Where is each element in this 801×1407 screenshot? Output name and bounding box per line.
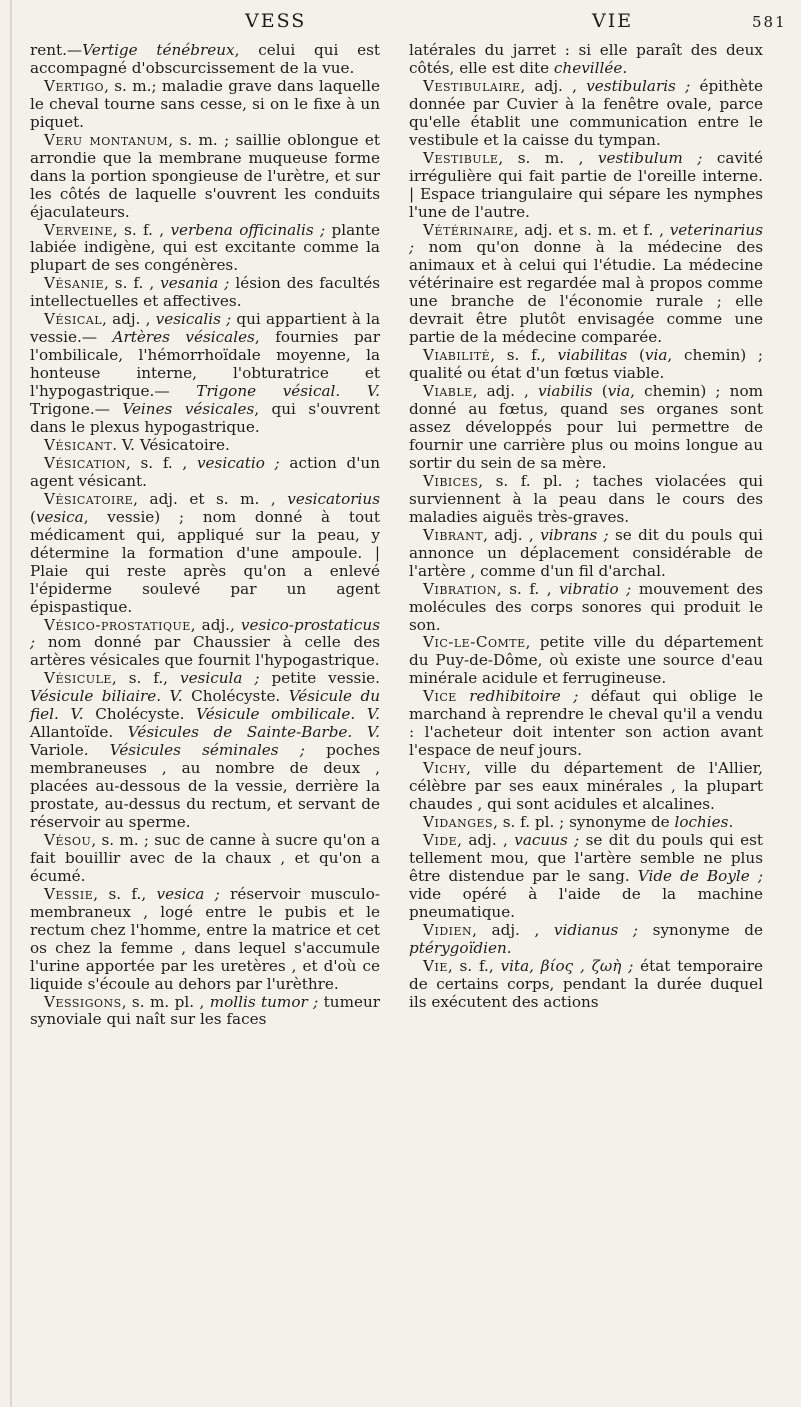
entry-definition: poches membraneuses , au nombre de deux , placées au-dessous de la vessie, derrière la prostate, au-dessus du rectum, et servant de réservoir au sperme.: [30, 741, 381, 831]
entry-headword: Vestibule: [423, 148, 499, 167]
entry-italic-term: verbena officinalis ;: [170, 220, 326, 239]
dictionary-entry: [30, 617, 380, 671]
entry-grammar: , s. f.,: [93, 884, 157, 903]
entry-definition: , s. m. ; saillie oblongue et arrondie que la membrane muqueuse forme dans la portion spongieuse de l'urètre, et sur les côtés de laquelle s'ouvrent les conduits éjaculateurs.: [30, 130, 380, 221]
entry-headword: Vétérinaire: [423, 220, 514, 239]
entry-definition: .: [506, 938, 512, 957]
entry-grammar: , adj. ,: [483, 525, 541, 544]
entry-italic-term: via: [607, 382, 631, 401]
entry-definition: cavité irrégulière qui fait partie de l'oreille interne. | Espace triangulaire qui sépare les nymphes l'une de l'autre.: [409, 148, 763, 221]
entry-headword: Vestibulaire: [423, 76, 521, 95]
entry-italic-term: vestibularis ;: [586, 76, 691, 95]
entry-headword: Vichy: [423, 759, 467, 778]
entry-definition: lésion des facultés intellectuelles et affectives.: [30, 274, 381, 311]
entry-italic-term: vita, βίος , ζωὴ ;: [500, 956, 634, 975]
entry-definition: Cholécyste.: [182, 687, 289, 706]
entry-italic-term: vacuus ;: [514, 830, 580, 849]
entry-headword: Viable: [423, 382, 473, 401]
entry-italic-term: Vésicule ombilicale. V.: [196, 705, 380, 724]
entry-text: latérales du jarret : si elle paraît des deux côtés, elle est dite: [409, 41, 763, 77]
entry-headword: Vessie: [44, 884, 94, 903]
dictionary-entry: [30, 132, 380, 222]
entry-definition: , petite ville du département du Puy-de-Dôme, où existe une source d'eau minérale acidule et ferrugineuse.: [409, 633, 763, 688]
dictionary-entry: [409, 832, 763, 922]
entry-italic-term: Trigone vésical. V.: [196, 382, 380, 401]
entry-italic-term: vibratio ;: [559, 579, 632, 598]
dictionary-entry: [409, 222, 763, 348]
dictionary-entry: [30, 42, 380, 78]
dictionary-entry: [409, 527, 763, 581]
entry-italic-term: vesica: [35, 507, 84, 526]
entry-italic-term: Vésicules de Sainte-Barbe. V.: [127, 723, 380, 742]
entry-definition: , s. m. ; suc de canne à sucre qu'on a fait bouillir avec de la chaux , et qu'on a écumé.: [30, 830, 380, 885]
entry-definition: se dit du pouls qui annonce un déplacement considérable de l'artère , comme d'un fil d'archal.: [409, 525, 763, 580]
entry-definition: se dit du pouls qui est tellement mou, que l'artère semble ne plus être distendue par le sang.: [409, 830, 764, 885]
entry-grammar: [457, 687, 469, 705]
entry-grammar: , s. f.,: [447, 956, 501, 975]
entry-italic-term: vesania ;: [160, 274, 230, 293]
entry-grammar: , s. m. ,: [498, 148, 598, 167]
entry-headword: Vésication: [44, 453, 126, 472]
entry-headword: Vidien: [423, 920, 473, 939]
dictionary-entry: [30, 994, 380, 1030]
entry-grammar: , adj. ,: [472, 920, 554, 939]
entry-definition: , fournies par l'ombilicale, l'hémorrhoïdale moyenne, la honteuse interne, l'obturatrice et l'hypogastrique.—: [30, 328, 380, 401]
entry-italic-term: vesica ;: [156, 884, 220, 903]
dictionary-entry: [409, 814, 763, 832]
entry-definition: tumeur synoviale qui naît sur les faces: [30, 992, 380, 1029]
entry-grammar: , adj. ,: [520, 76, 587, 95]
entry-definition: réservoir musculo-membraneux , logé entre le pubis et le rectum chez l'homme, entre la matrice et cet os chez la femme , dans lequel s'accumule l'urine apportée par les uretères , et d'où ce liquide s'écoule au dehors par l'urèthre.: [30, 884, 380, 993]
running-head: [0, 10, 801, 36]
entry-definition: , vessie) ; nom donné à tout médicament qui, appliqué sur la peau, y détermine la formation d'une ampoule. | Plaie qui reste après qu'on a enlevé l'épiderme soulevé par un agent épispastique.: [30, 507, 380, 616]
entry-grammar: , s. f. ,: [496, 579, 560, 598]
entry-definition: (: [30, 507, 36, 526]
entry-italic-term: vestibulum ;: [597, 148, 703, 167]
entry-headword: Vibices: [423, 471, 479, 490]
entry-italic-term: chevillée: [553, 58, 623, 77]
entry-italic-term: Vertige ténébreux: [82, 41, 235, 59]
entry-italic-term: vesico-prostaticus ;: [30, 615, 380, 652]
entry-definition: Trigone.—: [30, 400, 123, 419]
entry-definition: défaut qui oblige le marchand à reprendre le cheval qu'il a vendu : l'acheteur doit intenter son action avant l'espace de neuf jours.: [409, 687, 763, 760]
entry-italic-term: redhibitoire ;: [469, 687, 579, 706]
entry-italic-term: lochies: [674, 812, 729, 831]
entry-headword: Vésanie: [44, 274, 104, 293]
entry-definition: nom qu'on donne à la médecine des animaux et à celui qui l'étudie. La médecine vétérinaire est regardée mal à propos comme une branche de l'économie rurale ; elle devrait être plutôt envisagée comme une partie de la médecine comparée.: [409, 238, 763, 347]
entry-headword: Vésicule: [44, 669, 112, 688]
entry-headword: Vésico-prostatique: [44, 615, 191, 634]
entry-definition: , s. m.; maladie grave dans laquelle le cheval tourne sans cesse, si on le fixe à un piquet.: [30, 76, 380, 131]
dictionary-entry: [30, 437, 380, 455]
entry-headword: Vésical: [44, 310, 103, 329]
entry-italic-term: viabilitas: [557, 346, 628, 365]
entry-headword: Vice: [423, 687, 457, 706]
dictionary-entry: [30, 455, 380, 491]
dictionary-entry: [30, 222, 380, 276]
entry-headword: Vésicant: [44, 435, 113, 454]
entry-definition: vide opéré à l'aide de la machine pneumatique.: [409, 884, 763, 921]
dictionary-entry: [30, 78, 380, 132]
entry-grammar: , adj. ,: [457, 830, 515, 849]
entry-definition: action d'un agent vésicant.: [30, 453, 380, 490]
entry-definition: petite vessie.: [259, 669, 380, 688]
dictionary-entry: [409, 347, 763, 383]
entry-grammar: , s. f.,: [111, 669, 180, 688]
dictionary-entry: [409, 688, 763, 760]
entry-italic-term: vidianus ;: [553, 920, 639, 939]
entry-definition: , chemin) ; qualité ou état d'un fœtus viable.: [409, 346, 764, 383]
entry-italic-term: vesicalis ;: [155, 310, 232, 329]
entry-grammar: , s. m. pl. ,: [121, 992, 210, 1011]
dictionary-entry: [409, 581, 763, 635]
dictionary-entry: [409, 760, 763, 814]
entry-grammar: , s. f.,: [490, 346, 558, 365]
entry-italic-term: Vésicules séminales ;: [109, 741, 305, 760]
entry-definition: , ville du département de l'Allier, célèbre par ses eaux minérales , la plupart chaudes , qui sont acidules et alcalines.: [409, 759, 763, 814]
entry-definition: état temporaire de certains corps, pendant la durée duquel ils exécutent des actions: [409, 956, 764, 1011]
entry-definition: (: [627, 346, 645, 365]
dictionary-entry: [409, 42, 763, 78]
entry-grammar: , s. f. pl. ; synonyme de: [493, 812, 675, 831]
dictionary-entry: [409, 383, 763, 473]
dictionary-entry: [409, 150, 763, 222]
entry-italic-term: vibrans ;: [540, 525, 609, 544]
dictionary-entry: [409, 634, 763, 688]
entry-definition: épithète donnée par Cuvier à la fenêtre ovale, parce qu'elle établit une communication entre le vestibule et la caisse du tympan.: [409, 76, 763, 149]
entry-definition: nom donné par Chaussier à celle des artères vésicales que fournit l'hypogastrique.: [30, 633, 380, 670]
entry-definition: , s. f. pl. ; taches violacées qui surviennent à la peau dans le cours des maladies aiguës très-graves.: [409, 471, 763, 526]
entry-headword: Vessigons: [44, 992, 122, 1011]
entry-grammar: , s. f. ,: [112, 220, 171, 239]
entry-headword: Vibrant: [423, 525, 484, 544]
dictionary-entry: [409, 958, 763, 1012]
entry-grammar: , adj. ,: [472, 382, 538, 401]
dictionary-entry: [30, 275, 380, 311]
entry-headword: Verveine: [44, 220, 113, 239]
entry-italic-term: Vide de Boyle ;: [637, 866, 763, 885]
dictionary-entry: [30, 491, 380, 617]
entry-definition: qui appartient à la vessie.—: [30, 310, 381, 347]
entry-headword: Vie: [423, 956, 448, 975]
entry-definition: Allantoïde.: [30, 723, 128, 742]
entry-headword: Vidanges: [423, 812, 494, 831]
entry-headword: Vertigo: [44, 76, 105, 95]
running-head-left: VESS: [245, 10, 307, 32]
entry-definition: mouvement des molécules des corps sonores qui produit le son.: [409, 579, 764, 634]
dictionary-entry: [409, 922, 763, 958]
dictionary-entry: [30, 886, 380, 994]
entry-headword: Vésou: [44, 830, 92, 849]
entry-italic-term: vesicatorius: [287, 489, 380, 508]
entry-definition: , qui s'ouvrent dans le plexus hypogastrique.: [30, 400, 380, 437]
page-gutter-edge: [10, 0, 12, 1407]
dictionary-entry: [30, 670, 380, 832]
entry-text: rent.—: [30, 41, 83, 59]
entry-italic-term: viabilis: [538, 382, 593, 401]
entry-definition: , chemin) ; nom donné au fœtus, quand ses organes sont assez développés pour lui permettre de fournir une carrière plus ou moins longue au sortir du sein de sa mère.: [409, 382, 763, 472]
entry-definition: .: [622, 58, 628, 77]
entry-grammar: , s. f. ,: [125, 453, 197, 472]
entry-definition: , celui qui est accompagné d'obscurcissement de la vue.: [30, 41, 381, 77]
entry-definition: .: [728, 812, 734, 831]
entry-definition: . V. Vésicatoire.: [112, 435, 230, 454]
entry-grammar: , adj.,: [190, 615, 241, 634]
left-column: [30, 42, 380, 1029]
entry-headword: Vibration: [423, 579, 497, 598]
entry-grammar: , adj. et s. m. et f. ,: [513, 220, 670, 239]
dictionary-entry: [30, 311, 380, 437]
dictionary-entry: [30, 832, 380, 886]
entry-headword: Viabilité: [423, 346, 491, 365]
entry-headword: Veru montanum: [44, 130, 169, 149]
entry-italic-term: Veines vésicales: [122, 400, 255, 419]
entry-italic-term: mollis tumor ;: [209, 992, 319, 1011]
entry-headword: Vic-le-Comte: [423, 633, 526, 652]
entry-italic-term: Vésicule biliaire. V.: [30, 687, 183, 706]
entry-italic-term: Vésicule du fiel. V.: [30, 687, 380, 724]
entry-italic-term: vesicatio ;: [196, 453, 280, 472]
entry-italic-term: vesicula ;: [179, 669, 260, 688]
right-column: [409, 42, 763, 1011]
entry-headword: Vésicatoire: [44, 489, 134, 508]
entry-grammar: , adj. et s. m. ,: [133, 489, 288, 508]
entry-headword: Vide: [423, 830, 458, 849]
entry-grammar: , s. f. ,: [103, 274, 161, 293]
dictionary-entry: [409, 78, 763, 150]
running-head-center: VIE: [592, 10, 634, 32]
entry-definition: (: [592, 382, 608, 401]
entry-italic-term: veterinarius ;: [409, 220, 763, 257]
page-number: 581: [752, 13, 787, 31]
entry-italic-term: via: [644, 346, 668, 365]
entry-definition: Variole.: [30, 741, 110, 760]
entry-italic-term: ptérygoïdien: [409, 938, 507, 957]
dictionary-entry: [409, 473, 763, 527]
entry-definition: plante labiée indigène, qui est excitante comme la plupart de ses congénères.: [30, 220, 380, 275]
entry-grammar: , adj. ,: [102, 310, 156, 329]
entry-italic-term: Artères vésicales: [112, 328, 255, 347]
entry-definition: Cholécyste.: [83, 705, 197, 724]
entry-definition: synonyme de: [638, 920, 764, 939]
